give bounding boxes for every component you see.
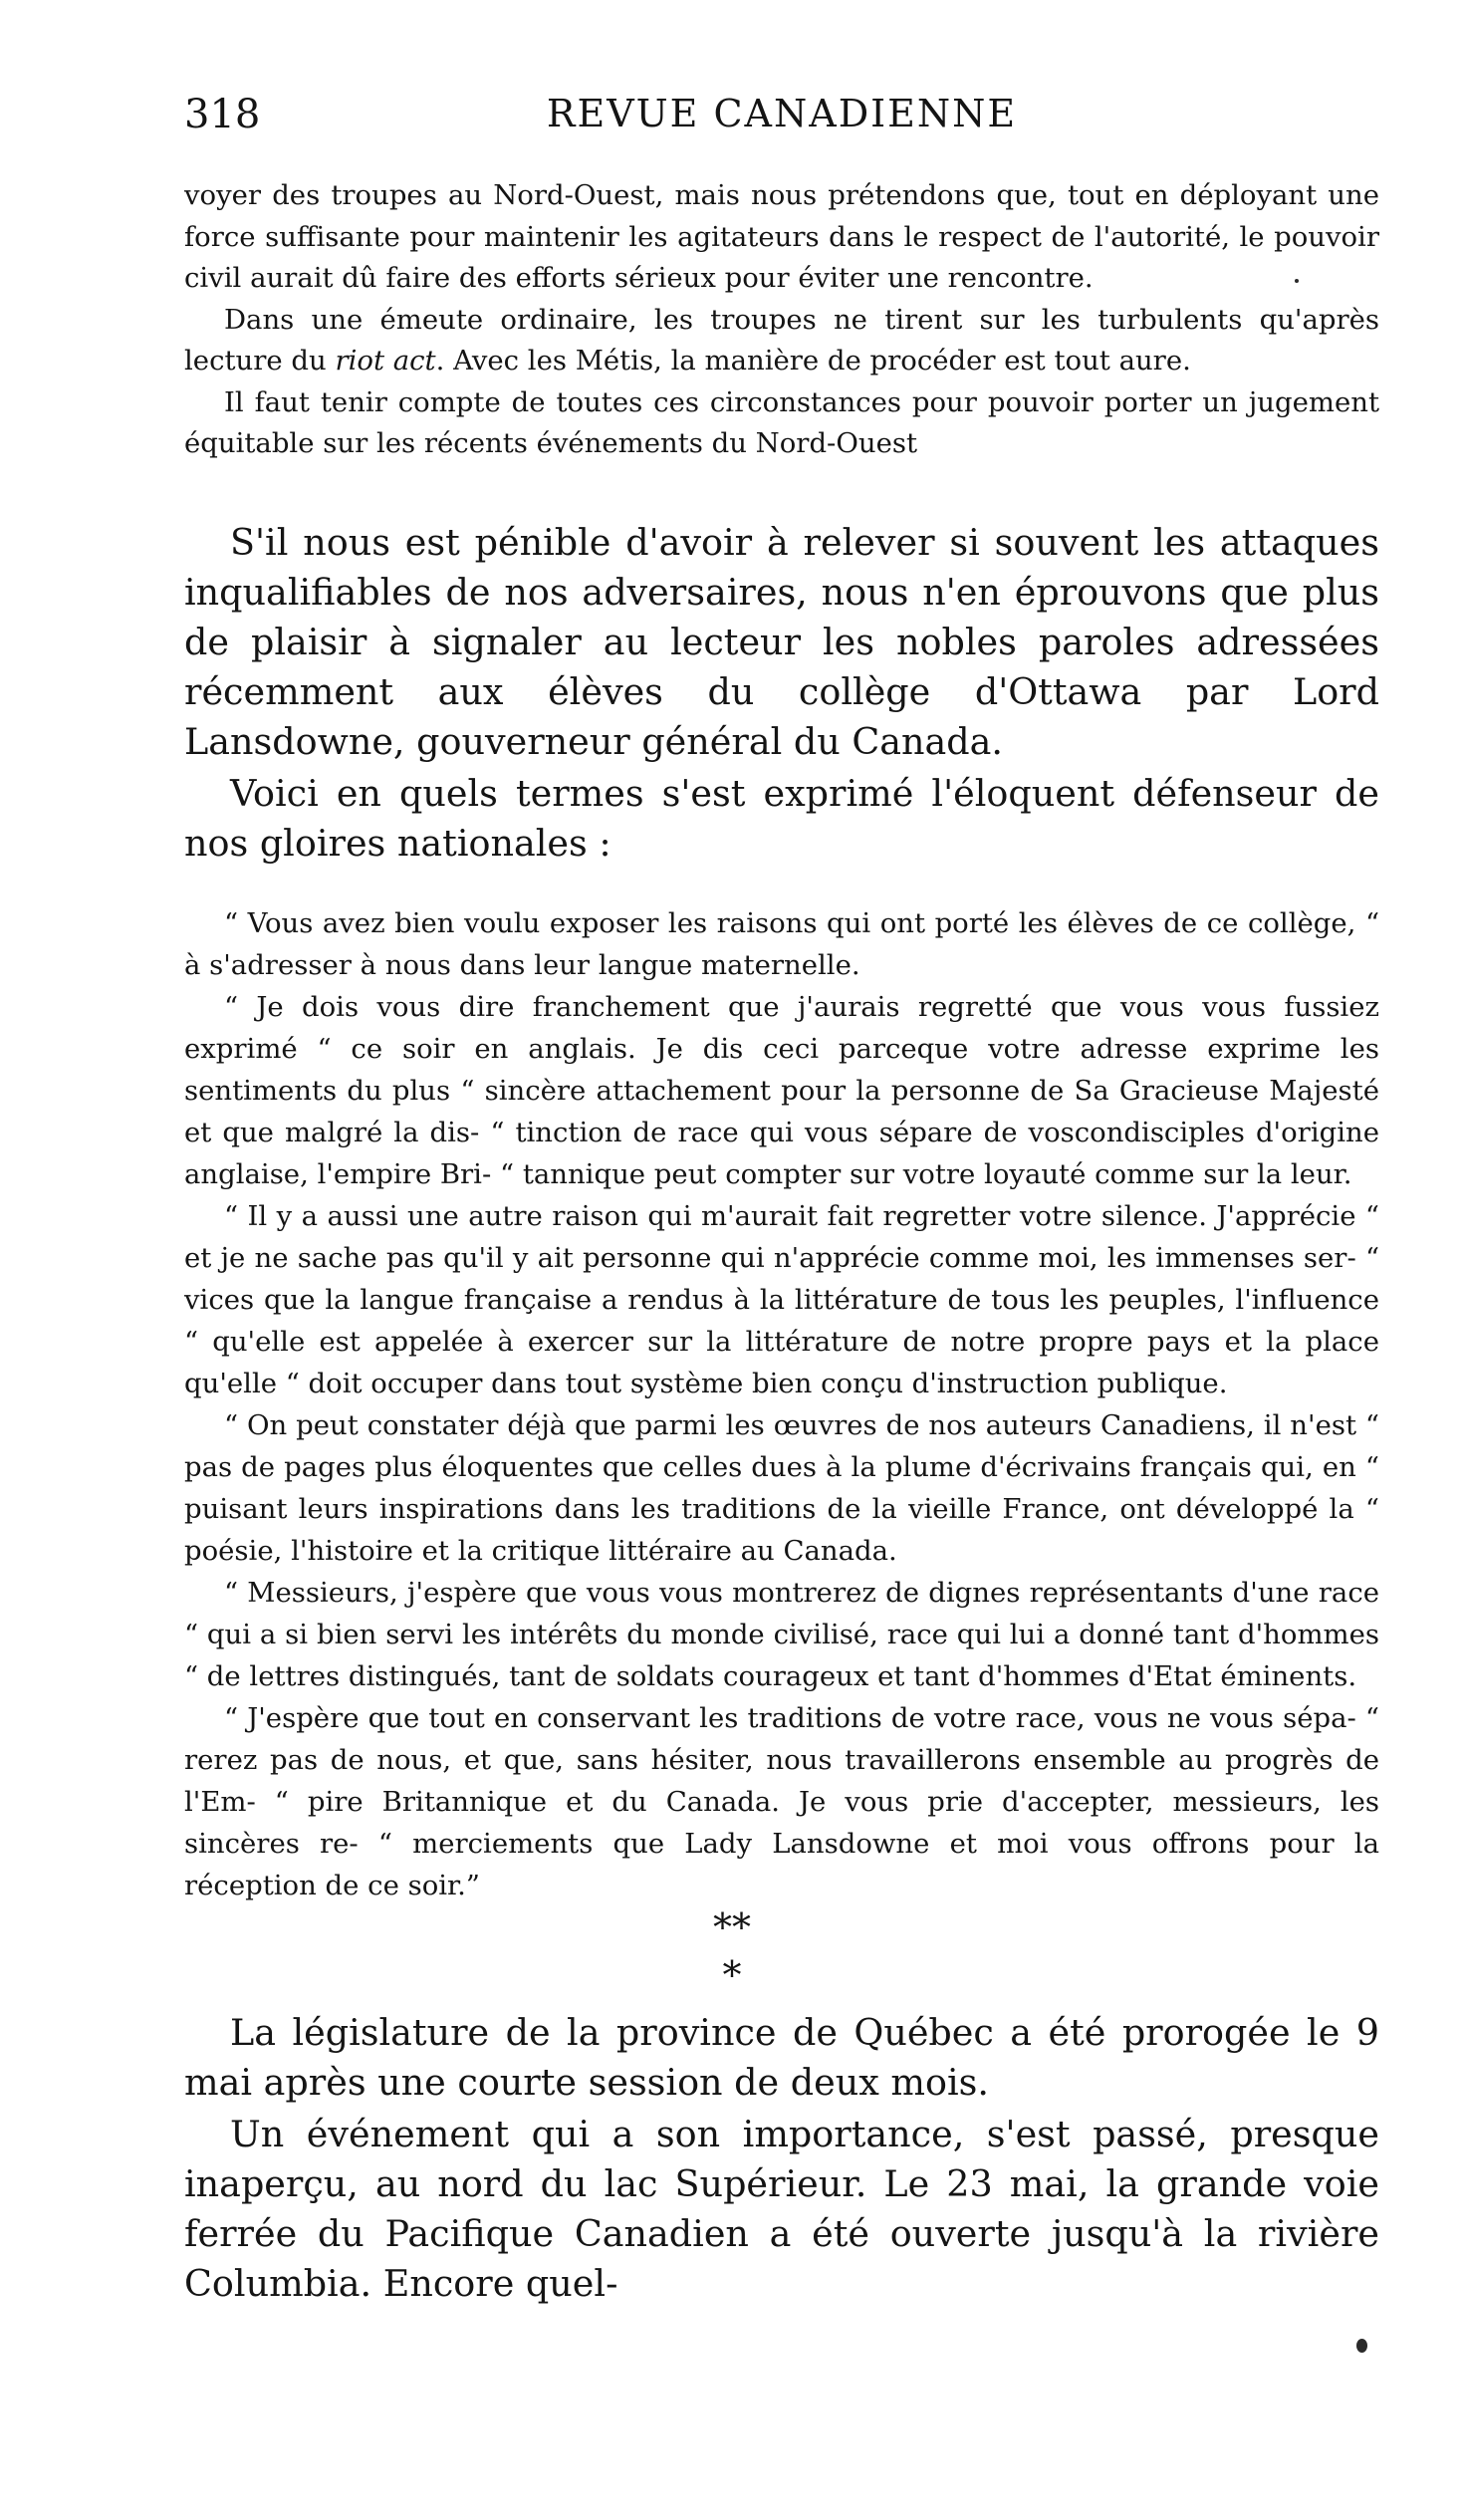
running-head: REVUE CANADIENNE bbox=[546, 92, 1018, 135]
quote-paragraph-1: “ Vous avez bien voulu exposer les raisons qui ont porté les élèves de ce collège, “ à s'adresser à nous dans leur langue maternelle. bbox=[184, 907, 1379, 981]
paragraph-circumstances: Il faut tenir compte de toutes ces circonstances pour pouvoir porter un jugement équitable sur les récents événements du Nord-Ouest bbox=[184, 385, 1379, 459]
asterism-bottom: * bbox=[722, 1953, 742, 1997]
quote-paragraph-4: “ On peut constater déjà que parmi les œuvres de nos auteurs Canadiens, il n'est “ pas de pages plus éloquentes que celles dues à la plume d'écrivains français qui, en “ puisant leurs inspirations dans les traditions de la vieille France, ont développé la “ poésie, l'histoire et la critique littéraire au Canada. bbox=[184, 1409, 1379, 1567]
section-lansdowne-intro bbox=[184, 518, 1379, 871]
section-quebec-legislature bbox=[184, 2008, 1379, 2311]
quote-paragraph-2: “ Je dois vous dire franchement que j'aurais regretté que vous vous fussiez exprimé “ ce soir en anglais. Je dis ceci parceque votre adresse exprime les sentiments du plus “ sincère attachement pour la personne de Sa Gracieuse Majesté et que malgré la dis- “ tinction de race qui vous sépare de voscondisciples d'origine anglaise, l'empire Bri- “ tannique peut compter sur votre loyauté comme sur la leur. bbox=[184, 991, 1379, 1190]
lansdowne-speech-quote bbox=[184, 902, 1379, 1906]
riot-act-italic: riot act bbox=[335, 345, 436, 377]
paragraph-lansdowne: S'il nous est pénible d'avoir à relever si souvent les attaques inqualifiables de nos adversaires, nous n'en éprouvons que plus de plaisir à signaler au lecteur les nobles paroles adressées récemment aux élèves du collège d'Ottawa par Lord Lansdowne, gouverneur général du Canada. bbox=[184, 521, 1379, 763]
section-northwest-troops bbox=[184, 175, 1379, 465]
quote-paragraph-3: “ Il y a aussi une autre raison qui m'aurait fait regretter votre silence. J'apprécie “ et je ne sache pas qu'il y ait personne qui n'apprécie comme moi, les immenses ser- “ vices que la langue française a rendus à la littérature de tous les peuples, l'influence “ qu'elle est appelée à exercer sur la littérature de notre propre pays et la place qu'elle “ doit occuper dans tout système bien conçu d'instruction publique. bbox=[184, 1200, 1379, 1399]
asterism-top: ** bbox=[713, 1905, 751, 1949]
page-number: 318 bbox=[184, 92, 261, 137]
paragraph-riot-act bbox=[184, 300, 1379, 382]
page-header bbox=[184, 92, 1379, 147]
paragraph-quote-intro: Voici en quels termes s'est exprimé l'éloquent défenseur de nos gloires nationales : bbox=[184, 772, 1379, 865]
riot-act-text-after: . Avec les Métis, la manière de procéder est tout aure. bbox=[435, 345, 1191, 377]
paragraph-troops: voyer des troupes au Nord-Ouest, mais nous prétendons que, tout en déployant une force suffisante pour maintenir les agitateurs dans le respect de l'autorité, le pouvoir civil aurait dû faire des efforts sérieux pour éviter une rencontre. bbox=[184, 179, 1379, 294]
section-divider-asterism bbox=[0, 1905, 1464, 1997]
quote-paragraph-5: “ Messieurs, j'espère que vous vous montrerez de dignes représentants d'une race “ qui a si bien servi les intérêts du monde civilisé, race qui lui a donné tant d'hommes “ de lettres distingués, tant de soldats courageux et tant d'hommes d'Etat éminents. bbox=[184, 1577, 1379, 1692]
ink-speck-mark bbox=[1295, 279, 1299, 283]
ink-blot-mark bbox=[1356, 2339, 1367, 2353]
riot-act-text-before: Dans une émeute ordinaire, les troupes ne tirent sur les turbulents qu'après lecture du bbox=[184, 303, 1379, 377]
quote-paragraph-6: “ J'espère que tout en conservant les traditions de votre race, vous ne vous sépa- “ rerez pas de nous, et que, sans hésiter, nous travaillerons ensemble au progrès de l'Em- “ pire Britannique et du Canada. Je vous prie d'accepter, messieurs, les sincères re- “ merciements que Lady Lansdowne et moi vous offrons pour la réception de ce soir.” bbox=[184, 1702, 1379, 1901]
paragraph-pacific-railway: Un événement qui a son importance, s'est passé, presque inaperçu, au nord du lac Supérieur. Le 23 mai, la grande voie ferrée du Pacifique Canadien a été ouverte jusqu'à la rivière Columbia. Encore quel- bbox=[184, 2113, 1379, 2305]
paragraph-legislature: La législature de la province de Québec a été prorogée le 9 mai après une courte session de deux mois. bbox=[184, 2011, 1379, 2104]
